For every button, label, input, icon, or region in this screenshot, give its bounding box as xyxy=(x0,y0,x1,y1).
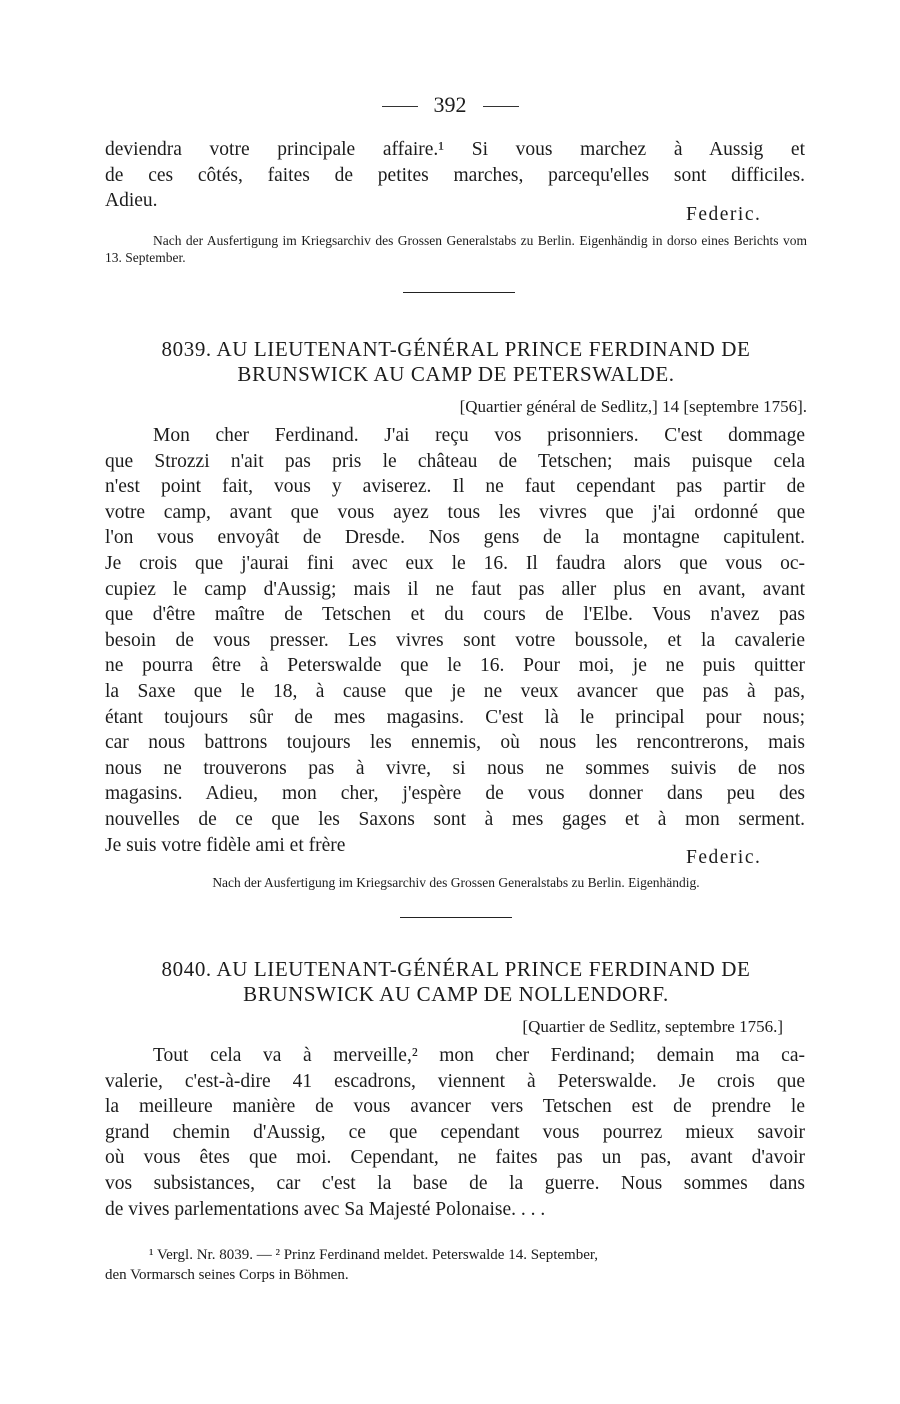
letter-8039-dateline: [Quartier général de Sedlitz,] 14 [septembre 1756]. xyxy=(459,397,807,416)
intro-paragraph xyxy=(105,137,805,214)
body-line: la meilleure manière de vous avancer vers Tetschen est de prendre le xyxy=(105,1096,805,1118)
heading-line-1 xyxy=(105,957,807,982)
letter-8040-body xyxy=(105,1043,805,1222)
body-line: votre camp, avant que vous ayez tous les vivres que j'ai ordonné que xyxy=(105,501,805,523)
body-line: ne pourra être à Peterswalde que le 16. Pour moi, je ne puis quitter xyxy=(105,655,805,677)
page-number: 392 xyxy=(433,92,467,117)
body-line: valerie, c'est-à-dire 41 escadrons, viennent à Peterswalde. Je crois que xyxy=(105,1070,805,1092)
heading-text: AU LIEUTENANT-GÉNÉRAL PRINCE FERDINAND DE xyxy=(216,957,751,981)
intro-line: deviendra votre principale affaire.¹ Si vous marchez à Aussig et xyxy=(105,139,805,160)
body-line: la Saxe que le 18, à cause que je ne veux avancer que pas à pas, xyxy=(105,680,805,702)
letter-8039-signature: Federic. xyxy=(686,847,762,868)
body-line: l'on vous envoyât de Dresde. Nos gens de la montagne capitulent. xyxy=(105,527,805,549)
intro-line: Adieu. xyxy=(105,190,158,212)
heading-line-1 xyxy=(105,337,807,362)
footnote-line: den Vormarsch seines Corps in Böhmen. xyxy=(105,1267,349,1283)
letter-8039-heading xyxy=(105,337,807,387)
body-line: car nous battrons toujours les ennemis, où nous les rencontrerons, mais xyxy=(105,732,805,754)
body-line: Mon cher Ferdinand. J'ai reçu vos prisonniers. C'est dommage xyxy=(153,425,805,446)
source-note-text: Nach der Ausfertigung im Kriegsarchiv des Grossen Generalstabs zu Berlin. Eigenhändig in dorso eines Berichts vom 13. September. xyxy=(105,233,807,265)
body-line: cupiez le camp d'Aussig; mais il ne faut pas aller plus en avant, avant xyxy=(105,578,805,600)
body-line: vos subsistances, car c'est la base de la guerre. Nous sommes dans xyxy=(105,1172,805,1194)
body-line: Tout cela va à merveille,² mon cher Ferdinand; demain ma ca- xyxy=(153,1045,805,1066)
letter-number: 8040. xyxy=(161,957,212,981)
body-line: nous ne trouverons pas à vivre, si nous ne sommes suivis de nos xyxy=(105,757,805,779)
section-divider xyxy=(403,292,515,293)
letter-8039-body xyxy=(105,423,805,858)
letter-8040-heading xyxy=(105,957,807,1007)
body-line: n'est point fait, vous y aviserez. Il ne faut cependant pas partir de xyxy=(105,476,805,498)
heading-text: AU LIEUTENANT-GÉNÉRAL PRINCE FERDINAND DE xyxy=(216,337,751,361)
body-line: étant toujours sûr de mes magasins. C'est là le principal pour nous; xyxy=(105,706,805,728)
body-line: où vous êtes que moi. Cependant, ne faites pas un pas, avant d'avoir xyxy=(105,1147,805,1169)
heading-line-2: BRUNSWICK AU CAMP DE NOLLENDORF. xyxy=(243,982,669,1006)
heading-line-2: BRUNSWICK AU CAMP DE PETERSWALDE. xyxy=(237,362,675,386)
body-line: magasins. Adieu, mon cher, j'espère de vous donner dans peu des xyxy=(105,783,805,805)
body-line: grand chemin d'Aussig, ce que cependant vous pourrez mieux savoir xyxy=(105,1121,805,1143)
letter-8040-dateline: [Quartier de Sedlitz, septembre 1756.] xyxy=(522,1017,783,1036)
footnote-line: ¹ Vergl. Nr. 8039. — ² Prinz Ferdinand meldet. Peterswalde 14. September, xyxy=(149,1247,599,1263)
letter-8039-source-note: Nach der Ausfertigung im Kriegsarchiv des Grossen Generalstabs zu Berlin. Eigenhändig. xyxy=(212,875,700,890)
body-line: Je suis votre fidèle ami et frère xyxy=(105,834,346,856)
body-line: nouvelles de ce que les Saxons sont à mes gages et à mon serment. xyxy=(105,808,805,830)
body-line: besoin de vous presser. Les vivres sont votre boussole, et la cavalerie xyxy=(105,629,805,651)
section-divider xyxy=(400,917,512,918)
body-line: que d'être maître de Tetschen et du cours de l'Elbe. Vous n'avez pas xyxy=(105,604,805,626)
intro-signature: Federic. xyxy=(686,204,762,225)
letter-number: 8039. xyxy=(161,337,212,361)
right-dash xyxy=(483,106,519,107)
body-line: de vives parlementations avec Sa Majesté Polonaise. . . . xyxy=(105,1198,546,1220)
body-line: que Strozzi n'ait pas pris le château de Tetschen; mais puisque cela xyxy=(105,450,805,472)
intro-source-note xyxy=(105,232,807,266)
body-line: Je crois que j'aurai fini avec eux le 16. Il faudra alors que vous oc- xyxy=(105,552,805,574)
footnotes xyxy=(105,1245,805,1285)
page-number-line xyxy=(0,92,900,118)
left-dash xyxy=(382,106,418,107)
intro-line: de ces côtés, faites de petites marches, parcequ'elles sont difficiles. xyxy=(105,164,805,186)
